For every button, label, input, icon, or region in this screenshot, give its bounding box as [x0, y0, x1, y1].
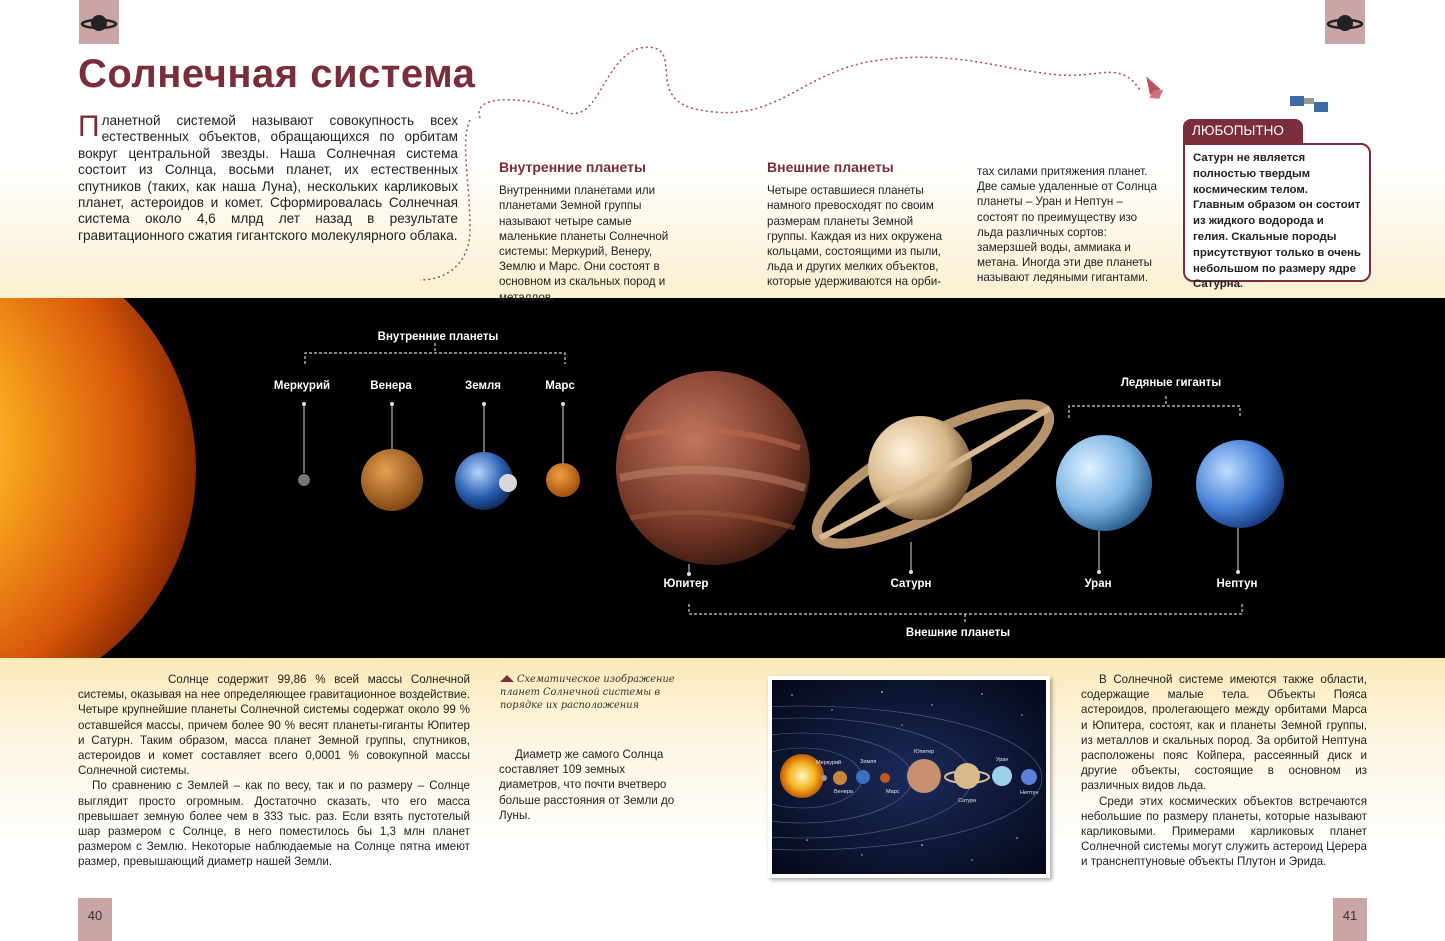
curious-box — [1183, 143, 1371, 291]
outer-planets-text-1: Четыре оставшиеся планеты намного превосходят по своим размерам планеты Земной группы. Каждая из них окружена кольцами, состоящими из пыли, льда и других мелких объектов, которые удерживаются на орби- — [767, 184, 943, 289]
photo-label-mercury: Меркурий — [816, 760, 842, 766]
label-ice-giants: Ледяные гиганты — [1120, 377, 1222, 389]
photo-uranus — [992, 766, 1012, 786]
mercury — [298, 474, 310, 486]
intro-paragraph — [78, 110, 458, 244]
bottom-left-text — [78, 672, 470, 870]
page-number-right: 41 — [1333, 898, 1367, 941]
bottom-middle-paragraph: Диаметр же самого Солнца составляет 109 земных диаметров, что почти вчетверо больше расстояния от Земли до Луны. — [499, 748, 675, 822]
photo-label-neptune: Нептун — [1020, 790, 1039, 796]
satellite-icon — [1290, 96, 1328, 112]
solar-system-photo — [768, 676, 1050, 878]
photo-saturn — [954, 763, 980, 789]
uranus — [1056, 435, 1152, 531]
intro-text: ланетной системой называют совокупность всех естественных объектов, обращающихся по орбитам вокруг центральной звезды. Наша Солнечная система состоит из Солнца, восьми планет, их естественных спутников (таких, как наша Луна), нескольких карликовых планет, астероидов и комет. Сформировалась Солнечная система около 4,6 млрд лет назад в результате гравитационного сжатия гигантского молекулярного облака. — [78, 113, 458, 243]
curious-text: Сатурн не является полностью твердым космическим телом. Главным образом он состоит из жидкого водорода и гелия. Скальные породы присутствуют только в очень небольшом по размеру ядре Сатурна. — [1193, 152, 1361, 291]
photo-jupiter — [907, 759, 941, 793]
drop-cap: П — [78, 110, 100, 143]
mars — [546, 463, 580, 497]
outer-planets-section — [767, 160, 947, 290]
rocket-icon — [1139, 72, 1166, 103]
bottom-right-text — [1081, 672, 1367, 870]
outer-planets-continued — [977, 164, 1159, 286]
bottom-left-paragraph-2: По сравнению с Землей – как по весу, так и по размеру – Солнце выглядит просто огромным. Достаточно сказать, что его масса превышает земную более чем в 333 тыс. раз. Если взять пустотелый шар размером с Солнце, в него поместилось бы 1,3 млн планет размером с Землю. Некоторые наблюдаемые на Солнце пятна имеют размер, превышающий диаметр нашей Земли. — [78, 779, 470, 869]
caption-text: Схематическое изображение планет Солнечной системы в порядке их расположения — [500, 674, 675, 712]
photo-venus — [833, 771, 847, 785]
photo-label-jupiter: Юпитер — [914, 749, 935, 755]
solar-system-diagram — [0, 298, 1445, 658]
inner-planets-section — [499, 160, 684, 305]
label-outer-planets: Внешние планеты — [905, 627, 1011, 639]
label-saturn: Сатурн — [890, 578, 932, 590]
triangle-icon — [500, 675, 514, 682]
label-neptune: Нептун — [1216, 578, 1258, 590]
page-title: Солнечная система — [78, 52, 476, 96]
venus — [361, 449, 423, 511]
bottom-right-paragraph-2: Среди этих космических объектов встречаются небольшие по размеру планеты, которые называют карликовыми. Примерами карликовых планет Солнечной системы могут служить астероид Церера и транснептуновые объекты Плутон и Эрида. — [1081, 794, 1367, 869]
label-uranus: Уран — [1084, 578, 1112, 590]
curious-label: ЛЮБОПЫТНО — [1183, 119, 1303, 143]
image-caption — [500, 673, 685, 713]
outer-planets-heading: Внешние планеты — [767, 159, 894, 175]
photo-label-saturn: Сатурн — [958, 798, 977, 804]
moon — [499, 474, 517, 492]
label-mercury: Меркурий — [273, 380, 331, 392]
inner-planets-heading: Внутренние планеты — [499, 159, 646, 175]
sun — [0, 298, 196, 658]
solar-system-illustration — [772, 680, 1046, 874]
label-mars: Марс — [545, 380, 575, 392]
photo-mercury — [821, 775, 827, 781]
photo-label-uranus: Уран — [996, 757, 1009, 763]
photo-neptune — [1021, 769, 1037, 785]
outer-planets-text-2: тах силами притяжения планет. Две самые удаленные от Солнца планеты – Уран и Нептун – состоят по преимуществу изо льда различных сортов: замерзшей воды, аммиака и метана. Иногда эти две планеты называют ледяными гигантами. — [977, 165, 1157, 285]
photo-earth — [856, 770, 870, 784]
photo-label-earth: Земля — [860, 759, 877, 765]
label-inner-planets: Внутренние планеты — [377, 331, 499, 343]
bottom-middle-text — [499, 747, 684, 823]
label-jupiter: Юпитер — [663, 578, 709, 590]
neptune — [1196, 440, 1284, 528]
label-earth: Земля — [465, 380, 501, 392]
bottom-right-paragraph-1: В Солнечной системе имеются также области, содержащие малые тела. Объекты Пояса астероидов, пролегающего между орбитами Марса и Юпитера, состоят, как и планеты Земной группы, из металлов и скальных пород. За орбитой Нептуна расположены пояс Койпера, рассеянный диск и другие объекты, состоящие в основном из различных видов льда. — [1081, 673, 1367, 793]
photo-label-mars: Марс — [886, 789, 900, 795]
page-number-left: 40 — [78, 898, 112, 941]
label-venus: Венера — [370, 380, 412, 392]
bottom-left-paragraph-1: Солнце содержит 99,86 % всей массы Солнечной системы, оказывая на нее определяющее гравитационное воздействие. Четыре крупнейшие планеты Солнечной системы содержат около 99 % оставшейся массы, причем более 90 % весят планеты-гиганты Юпитер и Сатурн. Таким образом, масса планет Земной группы, спутников, астероидов и комет составляет всего 0,0001 % совокупной массы Солнечной системы. — [78, 673, 470, 778]
photo-label-venus: Венера — [834, 789, 853, 795]
inner-planets-text: Внутренними планетами или планетами Земной группы называют четыре самые маленькие планеты Солнечной системы: Меркурий, Венеру, Землю и Марс. Они состоят в основном из скальных пород и металлов. — [499, 184, 669, 304]
photo-mars — [880, 773, 890, 783]
